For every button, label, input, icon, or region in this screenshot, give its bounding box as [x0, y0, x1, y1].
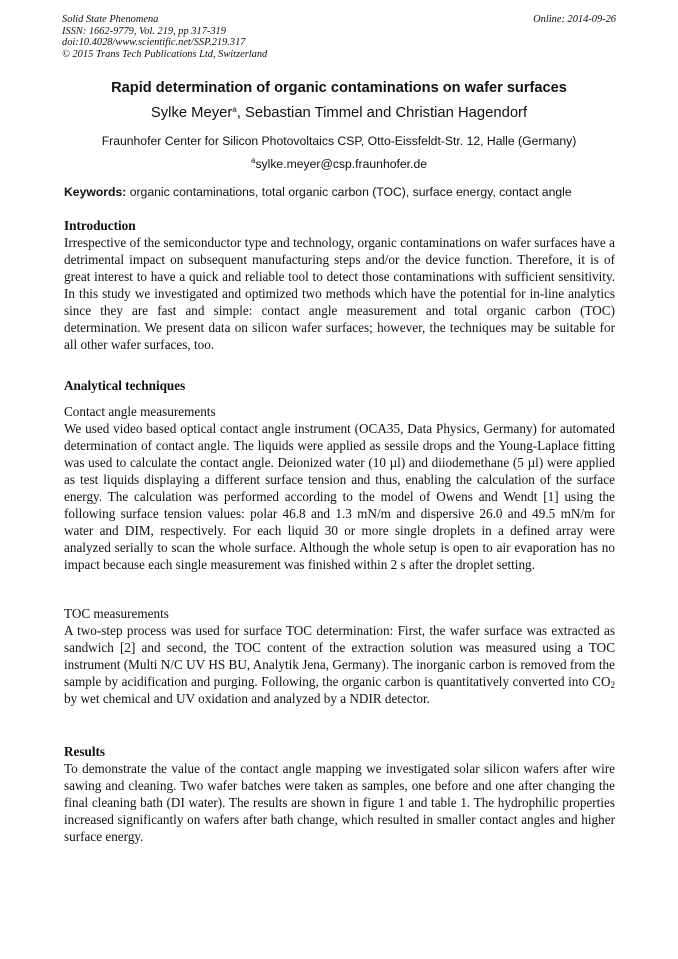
toc-text-a: A two-step process was used for surface TOC determination: First, the wafer surface was extracted as sandwich [2] and second, the TOC content of the extraction solution was measured using a TOC instrument (Multi N/C UV HS BU, Analytik Jena, Germany). The inorganic carbon is removed from the sample by acidification and purging. Following, the organic carbon is quantitatively converted into CO — [64, 623, 615, 689]
affiliation: Fraunhofer Center for Silicon Photovoltaics CSP, Otto-Eissfeldt-Str. 12, Halle (Germany) — [101, 134, 577, 148]
toc-paragraph — [64, 622, 615, 707]
keywords — [64, 185, 616, 199]
first-author: Sylke Meyer — [150, 105, 233, 121]
section-results — [64, 743, 615, 845]
toc-text-b: by wet chemical and UV oxidation and analyzed by a NDIR detector. — [64, 691, 430, 706]
results-paragraph: To demonstrate the value of the contact angle mapping we investigated solar silicon wafers after wire sawing and cleaning. Two wafer batches were taken as samples, one before and one after changing the final cleaning bath (DI water). The results are shown in figure 1 and table 1. The hydrophilic properties increased significantly on wafers after bath change, which resulted in smaller contact angles and higher surface energy. — [64, 761, 615, 844]
email-line — [0, 157, 678, 171]
toc-subheading: TOC measurements — [64, 606, 169, 621]
section-analytical — [64, 377, 615, 394]
journal-header — [62, 14, 267, 60]
co2-subscript: 2 — [610, 680, 615, 690]
email-address[interactable]: sylke.meyer@csp.fraunhofer.de — [255, 157, 428, 171]
introduction-heading: Introduction — [64, 218, 136, 233]
section-introduction — [64, 217, 615, 353]
author-affil-mark: a — [232, 105, 237, 114]
copyright-line: © 2015 Trans Tech Publications Ltd, Switzerland — [62, 48, 268, 60]
introduction-paragraph: Irrespective of the semiconductor type and technology, organic contaminations on wafer surfaces have a detrimental impact on subsequent manufacturing steps and/or the device function. Therefore, it is of great interest to have a quick and reliable tool to detect those contaminations with sufficient sensitivity. In this study we investigated and optimized two methods which have the potential for in-line analytics since they are fast and simple: contact angle measurement and total organic carbon (TOC) determination. We present data on silicon wafer surfaces; however, the techniques may be suitable for all other wafer surfaces, too. — [64, 235, 615, 352]
keywords-list: organic contaminations, total organic carbon (TOC), surface energy, contact angle — [126, 185, 572, 199]
analytical-heading: Analytical techniques — [64, 378, 186, 393]
email-mark: a — [250, 156, 256, 165]
journal-name: Solid State Phenomena — [62, 14, 159, 25]
paper-title: Rapid determination of organic contaminations on wafer surfaces — [111, 80, 567, 96]
online-date: Online: 2014-09-26 — [533, 14, 616, 25]
issn-line: ISSN: 1662-9779, Vol. 219, pp 317-319 — [62, 25, 226, 37]
author-list — [0, 105, 678, 121]
keywords-label: Keywords: — [64, 185, 127, 199]
results-heading: Results — [64, 744, 106, 759]
doi-line[interactable]: doi:10.4028/www.scientific.net/SSP.219.317 — [62, 37, 246, 49]
contact-angle-subheading: Contact angle measurements — [64, 404, 216, 419]
subsection-toc — [64, 605, 615, 707]
contact-angle-paragraph: We used video based optical contact angle instrument (OCA35, Data Physics, Germany) for automated determination of contact angle. The liquids were applied as sessile drops and the Young-Laplace fitting was used to calculate the contact angle. Deionized water (10 µl) and diiodemethane (5 µl) were applied as test liquids displaying a different surface tension and thus, enabling the calculation of the surface energy. The calculation was performed according to the model of Owens and Wendt [1] using the following surface tension values: polar 46.8 and 1.3 mN/m and dispersive 26.0 and 49.5 mN/m for water and DIM, respectively. For each liquid 30 or more single droplets in a defined array were analyzed serially to scan the whole surface. Although the whole setup is open to air evaporation has no impact because each single measurement was finished within 2 s after the droplet setting. — [64, 421, 615, 572]
other-authors: , Sebastian Timmel and Christian Hagendorf — [236, 105, 528, 121]
subsection-contact-angle — [64, 403, 615, 573]
